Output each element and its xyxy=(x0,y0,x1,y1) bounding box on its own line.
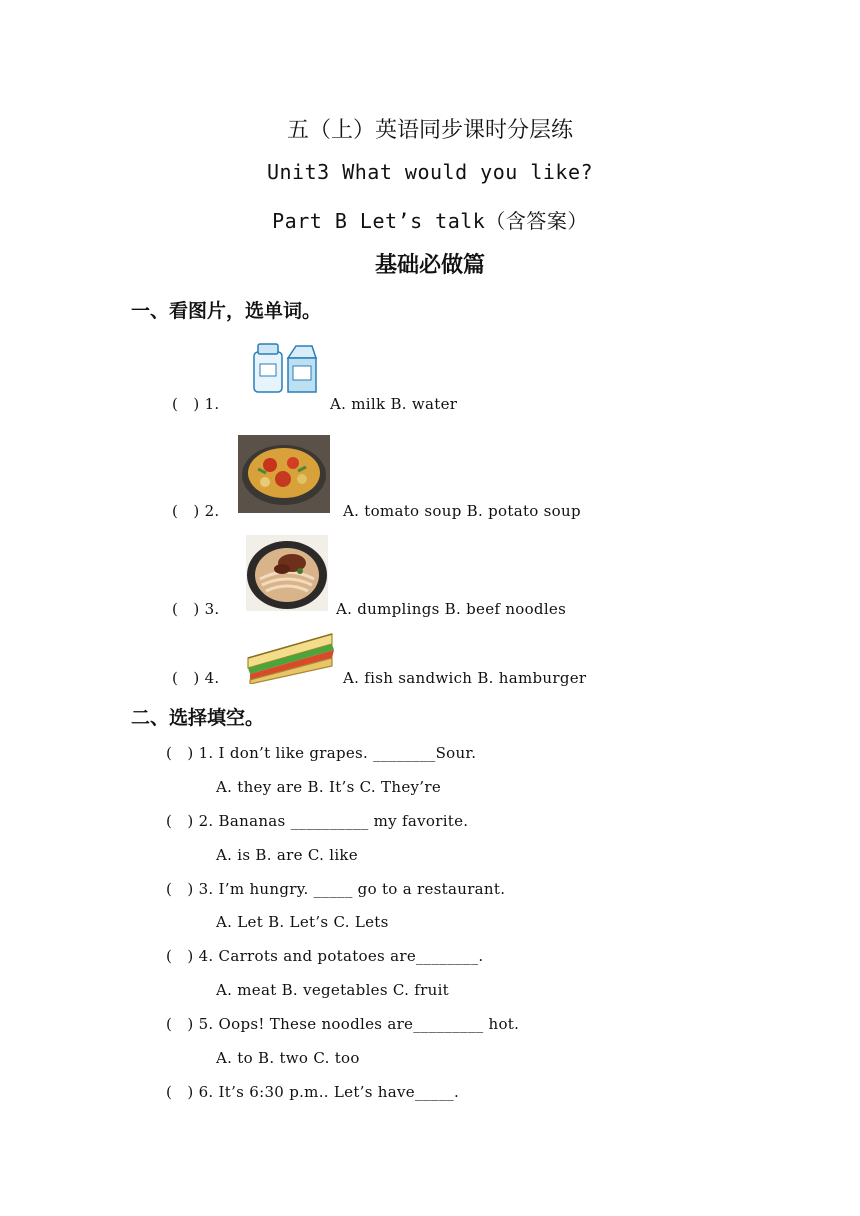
s1-item1-number: ( ) 1. xyxy=(172,395,220,413)
beef-noodles-image xyxy=(246,535,328,611)
s1-item3-options: A. dumplings B. beef noodles xyxy=(336,600,567,618)
section2-heading: 二、选择填空。 xyxy=(131,707,265,729)
soup-bowl-image xyxy=(238,435,330,513)
s1-item2-number: ( ) 2. xyxy=(172,502,220,520)
s2-q4: ( ) 4. Carrots and potatoes are________. xyxy=(166,947,484,965)
unit-title: Unit3 What would you like? xyxy=(266,160,594,184)
s2-q1: ( ) 1. I don’t like grapes. ________Sour. xyxy=(166,744,477,762)
s2-q2: ( ) 2. Bananas __________ my favorite. xyxy=(166,812,469,830)
s1-item4-options: A. fish sandwich B. hamburger xyxy=(343,669,587,687)
s2-q3-options: A. Let B. Let’s C. Lets xyxy=(216,913,389,931)
s2-q4-options: A. meat B. vegetables C. fruit xyxy=(216,981,449,999)
s1-item3-number: ( ) 3. xyxy=(172,600,220,618)
s2-q5-options: A. to B. two C. too xyxy=(216,1049,360,1067)
s2-q5: ( ) 5. Oops! These noodles are_________ hot. xyxy=(166,1015,520,1033)
s1-item4-number: ( ) 4. xyxy=(172,669,220,687)
worksheet-title: 五（上）英语同步课时分层练 xyxy=(286,118,573,143)
s2-q3: ( ) 3. I’m hungry. _____ go to a restaurant. xyxy=(166,880,506,898)
s1-item2-options: A. tomato soup B. potato soup xyxy=(343,502,581,520)
s2-q1-options: A. they are B. It’s C. They’re xyxy=(216,778,441,796)
s1-item1-options: A. milk B. water xyxy=(330,395,458,413)
sandwich-image xyxy=(244,628,336,684)
milk-carton-image xyxy=(250,338,320,394)
part-title: Part B Let’s talk（含答案） xyxy=(272,209,588,233)
section1-heading: 一、看图片，选单词。 xyxy=(131,300,322,322)
s2-q2-options: A. is B. are C. like xyxy=(216,846,358,864)
level-title: 基础必做篇 xyxy=(374,253,485,278)
s2-q6: ( ) 6. It’s 6:30 p.m.. Let’s have_____. xyxy=(166,1083,460,1101)
